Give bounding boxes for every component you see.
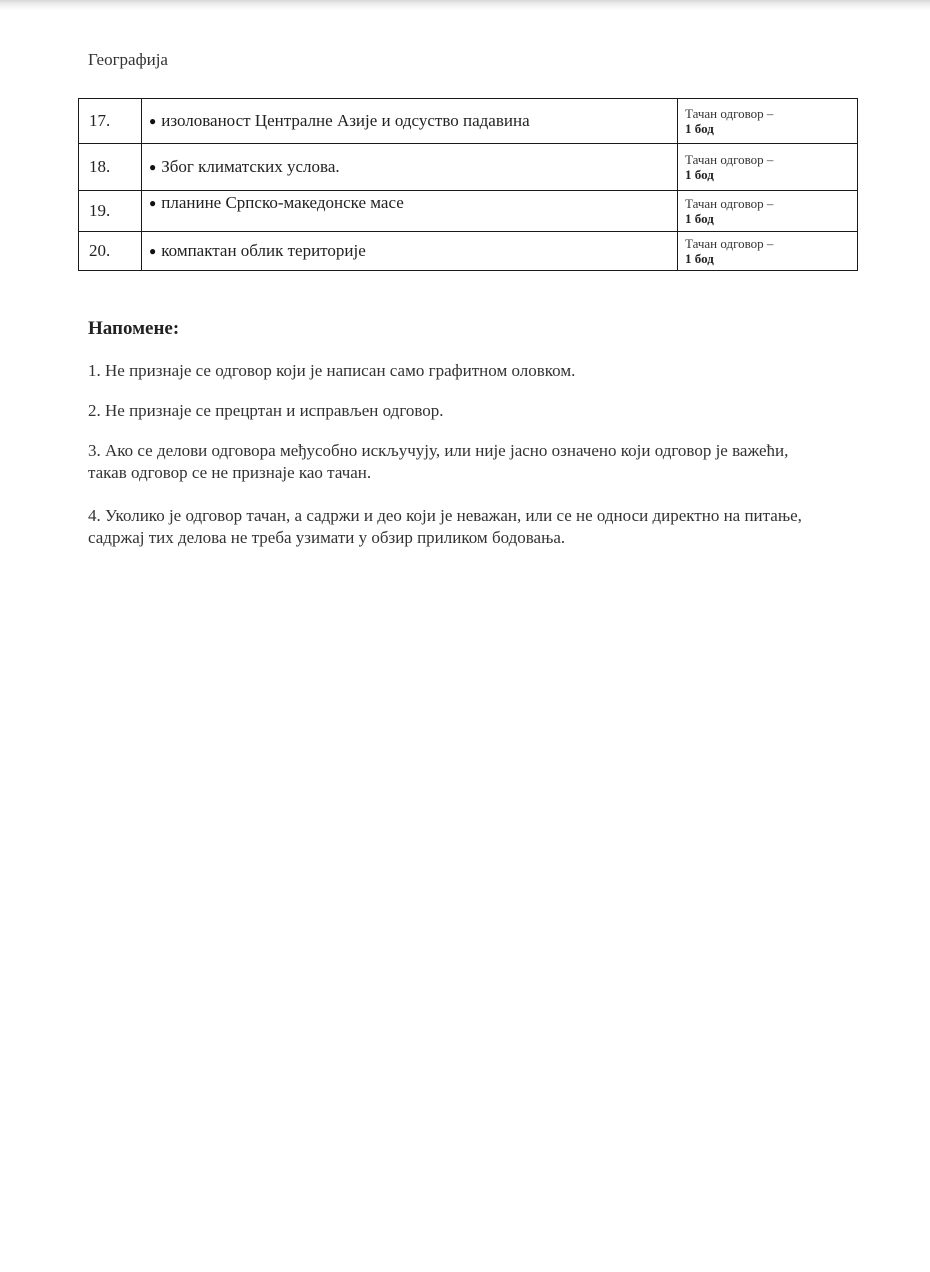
answer-text: компактан облик територије (161, 241, 366, 260)
note-item: 3. Ако се делови одговора међусобно искључују, или није јасно означено који одговор је важећи, такав одговор се не признаје као тачан. (88, 441, 789, 482)
question-number: 19. (79, 191, 142, 232)
table-row (79, 99, 858, 144)
question-number: 17. (79, 99, 142, 144)
points-cell (678, 144, 858, 191)
answer-text: планине Српско-македонске масе (161, 193, 404, 212)
bullet-icon: ● (149, 196, 157, 210)
points-cell (678, 191, 858, 232)
answers-table (78, 98, 858, 271)
page-top-shadow (0, 0, 930, 10)
points-value: 1 бод (685, 251, 714, 266)
answer-cell (142, 144, 678, 191)
bullet-icon: ● (149, 160, 157, 174)
points-value: 1 бод (685, 211, 714, 226)
question-number: 18. (79, 144, 142, 191)
points-label: Тачан одговор – (685, 196, 774, 211)
answer-text: изолованост Централне Азије и одсуство падавина (161, 111, 530, 130)
points-value: 1 бод (685, 121, 714, 136)
answer-text: Због климатских услова. (161, 157, 340, 176)
bullet-icon: ● (149, 114, 157, 128)
note-item: 2. Не признаје се прецртан и исправљен одговор. (88, 401, 444, 420)
answer-cell (142, 232, 678, 271)
points-label: Тачан одговор – (685, 152, 774, 167)
points-cell (678, 99, 858, 144)
points-label: Тачан одговор – (685, 236, 774, 251)
question-number: 20. (79, 232, 142, 271)
note-item: 4. Уколико је одговор тачан, а садржи и део који је неважан, или се не односи директно на питање, садржај тих делова не треба узимати у обзир приликом бодовања. (88, 506, 802, 547)
page-header-subject: Географија (88, 50, 168, 69)
table-row (79, 232, 858, 271)
table-row (79, 191, 858, 232)
table-row (79, 144, 858, 191)
points-value: 1 бод (685, 167, 714, 182)
points-cell (678, 232, 858, 271)
answer-cell (142, 191, 678, 232)
notes-title: Напомене: (88, 318, 180, 339)
answer-cell (142, 99, 678, 144)
points-label: Тачан одговор – (685, 106, 774, 121)
bullet-icon: ● (149, 244, 157, 258)
note-item: 1. Не признаје се одговор који је написан само графитном оловком. (88, 361, 576, 380)
